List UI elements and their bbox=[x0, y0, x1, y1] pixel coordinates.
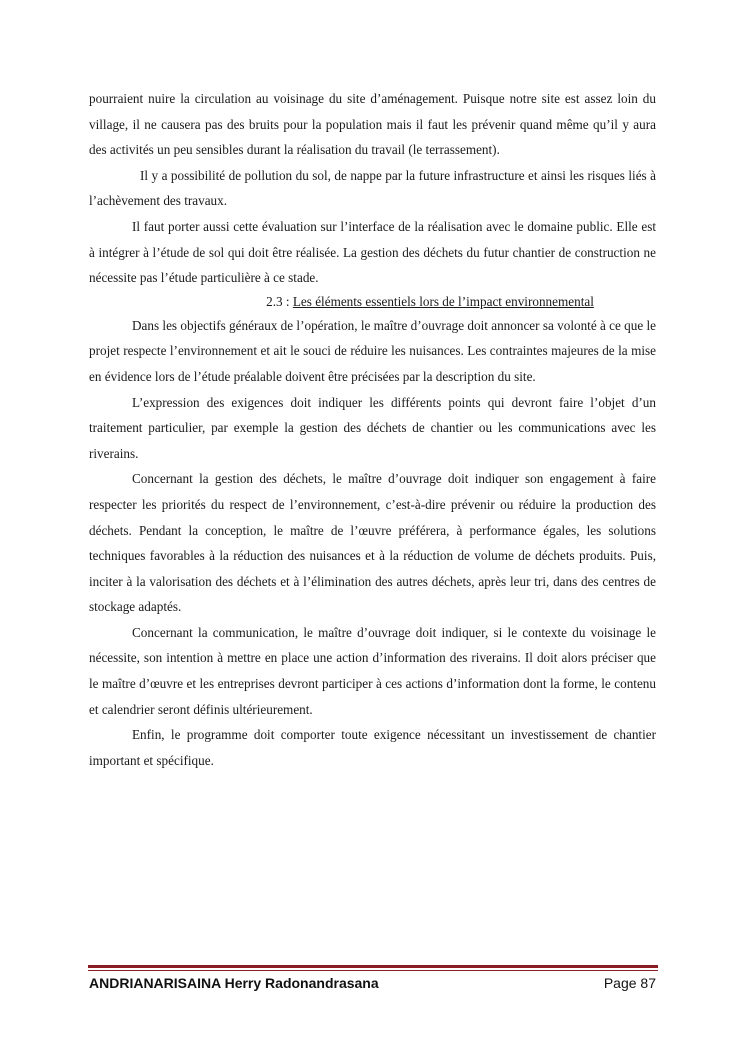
paragraph-pollution: Il y a possibilité de pollution du sol, de nappe par la future infrastructure et ainsi les risques liés à l’achèvement des travaux. bbox=[89, 167, 656, 209]
footer-author: ANDRIANARISAINA Herry Radonandrasana bbox=[89, 975, 379, 991]
body-text bbox=[89, 86, 656, 773]
section-title: Les éléments essentiels lors de l’impact environnemental bbox=[292, 293, 594, 309]
paragraph-objectives: Dans les objectifs généraux de l’opération, le maître d’ouvrage doit annoncer sa volonté à ce que le projet respecte l’environnement et ait le souci de réduire les nuisances. Les contraintes majeures de la mise en évidence lors de l’étude préalable doivent être précisées par la description du site. bbox=[89, 317, 656, 384]
footer-rule-thin bbox=[88, 970, 658, 971]
paragraph-evaluation: Il faut porter aussi cette évaluation sur l’interface de la réalisation avec le domaine public. Elle est à intégrer à l’étude de sol qui doit être réalisée. La gestion des déchets du futur chantier de construction ne nécessite pas l’étude particulière à ce stade. bbox=[89, 218, 656, 286]
paragraph-waste: Concernant la gestion des déchets, le maître d’ouvrage doit indiquer son engagement à faire respecter les priorités du respect de l’environnement, c’est-à-dire prévenir ou réduire la production des déchets. Pendant la conception, le maître de l’œuvre préférera, à performance égales, les solutions techniques favorables à la réduction des nuisances et à la réduction de volume de déchets produits. Puis, inciter à la valorisation des déchets et à l’élimination des autres déchets, après leur tri, dans des centres de stockage adaptés. bbox=[89, 471, 656, 615]
paragraph-program: Enfin, le programme doit comporter toute exigence nécessitant un investissement de chantier important et spécifique. bbox=[89, 727, 656, 768]
footer-page-number: Page 87 bbox=[603, 975, 656, 991]
paragraph-communication: Concernant la communication, le maître d’ouvrage doit indiquer, si le contexte du voisinage le nécessite, son intention à mettre en place une action d’information des riverains. Il doit alors préciser que le maître d’œuvre et les entreprises devront participer à ces actions d’information dont la forme, le contenu et calendrier seront définis ultérieurement. bbox=[89, 624, 656, 717]
footer-rule bbox=[88, 965, 658, 968]
section-heading bbox=[89, 291, 656, 313]
section-number: 2.3 : bbox=[266, 293, 293, 309]
paragraph-continuation: pourraient nuire la circulation au voisinage du site d’aménagement. Puisque notre site est assez loin du village, il ne causera pas des bruits pour la population mais il faut les prévenir quand même qu’il y aura des activités un peu sensibles durant la réalisation du travail (le terrassement). bbox=[89, 91, 656, 158]
paragraph-requirements: L’expression des exigences doit indiquer les différents points qui devront faire l’objet d’un traitement particulier, par exemple la gestion des déchets de chantier ou les communications avec les riverains. bbox=[89, 394, 656, 461]
